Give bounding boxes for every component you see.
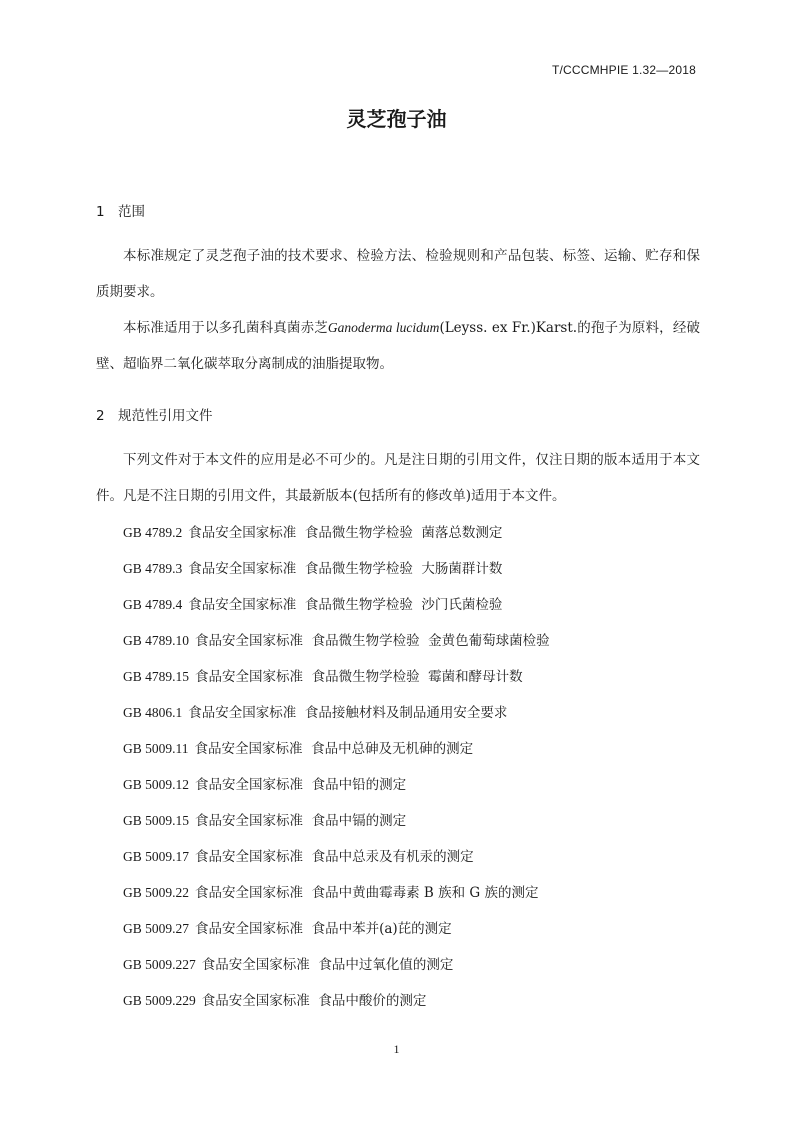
- reference-item: [123, 704, 507, 722]
- latin-species-name: Ganoderma lucidum: [327, 320, 440, 335]
- reference-title: 食品安全国家标准 食品微生物学检验 大肠菌群计数: [188, 561, 503, 577]
- reference-title: 食品安全国家标准 食品中总汞及有机汞的测定: [195, 849, 474, 865]
- reference-item: [123, 992, 426, 1010]
- reference-code: GB 5009.227: [123, 957, 196, 972]
- reference-code: GB 4806.1: [123, 705, 183, 720]
- reference-title: 食品安全国家标准 食品微生物学检验 金黄色葡萄球菌检验: [195, 633, 550, 649]
- scope-text-before: 本标准适用于以多孔菌科真菌赤芝: [123, 320, 328, 336]
- reference-item: [123, 812, 406, 830]
- reference-title: 食品安全国家标准 食品微生物学检验 霉菌和酵母计数: [195, 669, 523, 685]
- reference-item: [123, 560, 502, 578]
- reference-title: 食品安全国家标准 食品中苯并(a)芘的测定: [195, 921, 452, 937]
- reference-item: [123, 596, 502, 614]
- reference-code: GB 4789.10: [123, 633, 190, 648]
- reference-title: 食品安全国家标准 食品接触材料及制品通用安全要求: [188, 705, 508, 721]
- reference-code: GB 4789.2: [123, 525, 183, 540]
- reference-item: [123, 740, 473, 758]
- section-number: 1: [96, 204, 105, 220]
- reference-item: [123, 776, 406, 794]
- section-heading-normative-references: [96, 404, 213, 424]
- reference-code: GB 5009.17: [123, 849, 190, 864]
- standard-code: T/CCCMHPIE 1.32—2018: [551, 63, 696, 77]
- reference-item: [123, 848, 474, 866]
- reference-title: 食品安全国家标准 食品中黄曲霉毒素 B 族和 G 族的测定: [195, 885, 539, 901]
- reference-code: GB 5009.15: [123, 813, 190, 828]
- scope-paragraph-1: 本标准规定了灵芝孢子油的技术要求、检验方法、检验规则和产品包装、标签、运输、贮存和保质期要求。: [96, 248, 700, 300]
- scope-text-after: (Leyss. ex Fr.)Karst.的孢子为原料，经破壁、超临界二氧化碳萃取分离制成的油脂提取物。: [96, 320, 701, 372]
- reference-item: [123, 668, 523, 686]
- reference-item: [123, 956, 453, 974]
- document-title: 灵芝孢子油: [346, 107, 447, 131]
- reference-code: GB 5009.12: [123, 777, 190, 792]
- section-title: 规范性引用文件: [118, 408, 213, 424]
- page-number: 1: [393, 1042, 400, 1056]
- reference-title: 食品安全国家标准 食品中总砷及无机砷的测定: [194, 741, 474, 757]
- reference-code: GB 5009.11: [123, 741, 189, 756]
- reference-item: [123, 920, 452, 938]
- reference-code: GB 4789.3: [123, 561, 183, 576]
- reference-title: 食品安全国家标准 食品中过氧化值的测定: [201, 957, 454, 973]
- reference-title: 食品安全国家标准 食品中镉的测定: [195, 813, 407, 829]
- reference-title: 食品安全国家标准 食品中铅的测定: [195, 777, 407, 793]
- reference-title: 食品安全国家标准 食品中酸价的测定: [201, 993, 427, 1009]
- section-number: 2: [96, 408, 105, 424]
- section-heading-scope: [96, 200, 145, 220]
- section-title: 范围: [118, 204, 145, 220]
- reference-code: GB 5009.22: [123, 885, 190, 900]
- references-intro-paragraph: 下列文件对于本文件的应用是必不可少的。凡是注日期的引用文件，仅注日期的版本适用于本文件。凡是不注日期的引用文件，其最新版本(包括所有的修改单)适用于本文件。: [96, 452, 700, 504]
- reference-code: GB 4789.15: [123, 669, 190, 684]
- reference-item: [123, 632, 550, 650]
- reference-title: 食品安全国家标准 食品微生物学检验 沙门氏菌检验: [188, 597, 503, 613]
- reference-item: [123, 524, 502, 542]
- reference-item: [123, 884, 538, 902]
- reference-title: 食品安全国家标准 食品微生物学检验 菌落总数测定: [188, 525, 503, 541]
- reference-code: GB 5009.229: [123, 993, 196, 1008]
- reference-code: GB 4789.4: [123, 597, 183, 612]
- scope-paragraph-2: [96, 310, 700, 382]
- reference-code: GB 5009.27: [123, 921, 190, 936]
